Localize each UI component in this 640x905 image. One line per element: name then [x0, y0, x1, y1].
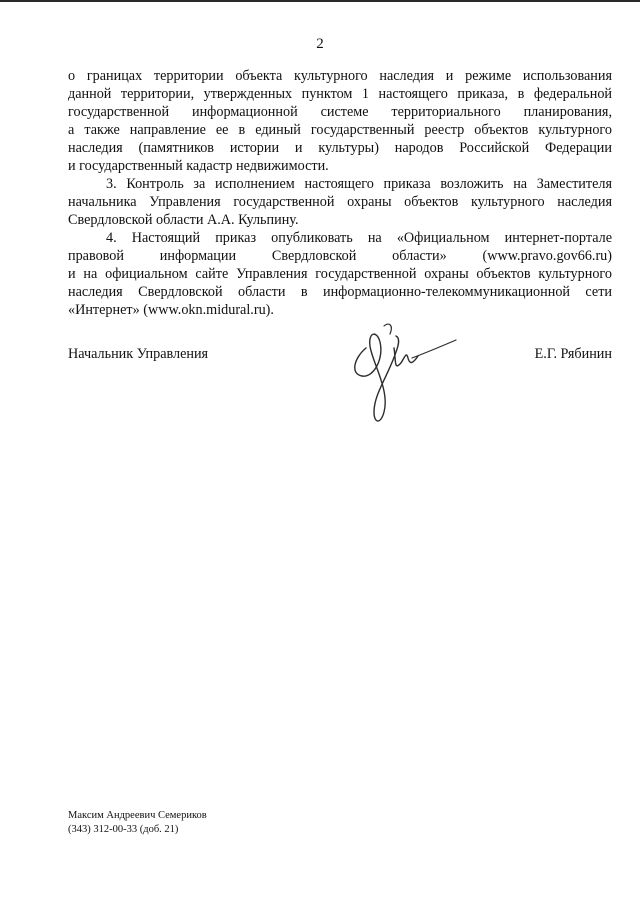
text-line: о границах территории объекта культурного наследия и режиме использования	[68, 68, 612, 84]
text-line: правовой информации Свердловской области» (www.pravo.gov66.ru)	[68, 248, 612, 264]
text-line: и на официальном сайте Управления государственной охраны объектов культурного	[68, 266, 612, 282]
handwritten-signature	[344, 312, 464, 432]
paragraph-item-3	[68, 175, 612, 229]
text-line: данной территории, утвержденных пунктом 1 настоящего приказа, в федеральной	[68, 86, 612, 102]
executor-phone: (343) 312-00-33 (доб. 21)	[68, 824, 179, 835]
text-line: Свердловской области А.А. Кульпину.	[68, 212, 299, 228]
text-line: и государственный кадастр недвижимости.	[68, 158, 329, 174]
text-line: а также направление ее в единый государственный реестр объектов культурного	[68, 122, 612, 138]
text-line: «Интернет» (www.okn.midural.ru).	[68, 302, 274, 318]
scan-edge	[0, 0, 640, 2]
executor-footer	[68, 809, 207, 837]
text-line: наследия (памятников истории и культуры) народов Российской Федерации	[68, 140, 612, 156]
paragraph-item-4	[68, 229, 612, 319]
text-line: 4. Настоящий приказ опубликовать на «Официальном интернет-портале	[106, 230, 612, 246]
text-line: наследия Свердловской области в информационно-телекоммуникационной сети	[68, 284, 612, 300]
text-line: 3. Контроль за исполнением настоящего приказа возложить на Заместителя	[106, 176, 612, 192]
executor-name: Максим Андреевич Семериков	[68, 810, 207, 821]
signatory-title: Начальник Управления	[68, 346, 209, 362]
document-body	[68, 67, 612, 319]
page-number: 2	[316, 36, 324, 52]
signatory-name: Е.Г. Рябинин	[534, 346, 612, 362]
text-line: начальника Управления государственной охраны объектов культурного наследия	[68, 194, 612, 210]
paragraph-continuation	[68, 67, 612, 175]
text-line: государственной информационной системе территориального планирования,	[68, 104, 612, 120]
